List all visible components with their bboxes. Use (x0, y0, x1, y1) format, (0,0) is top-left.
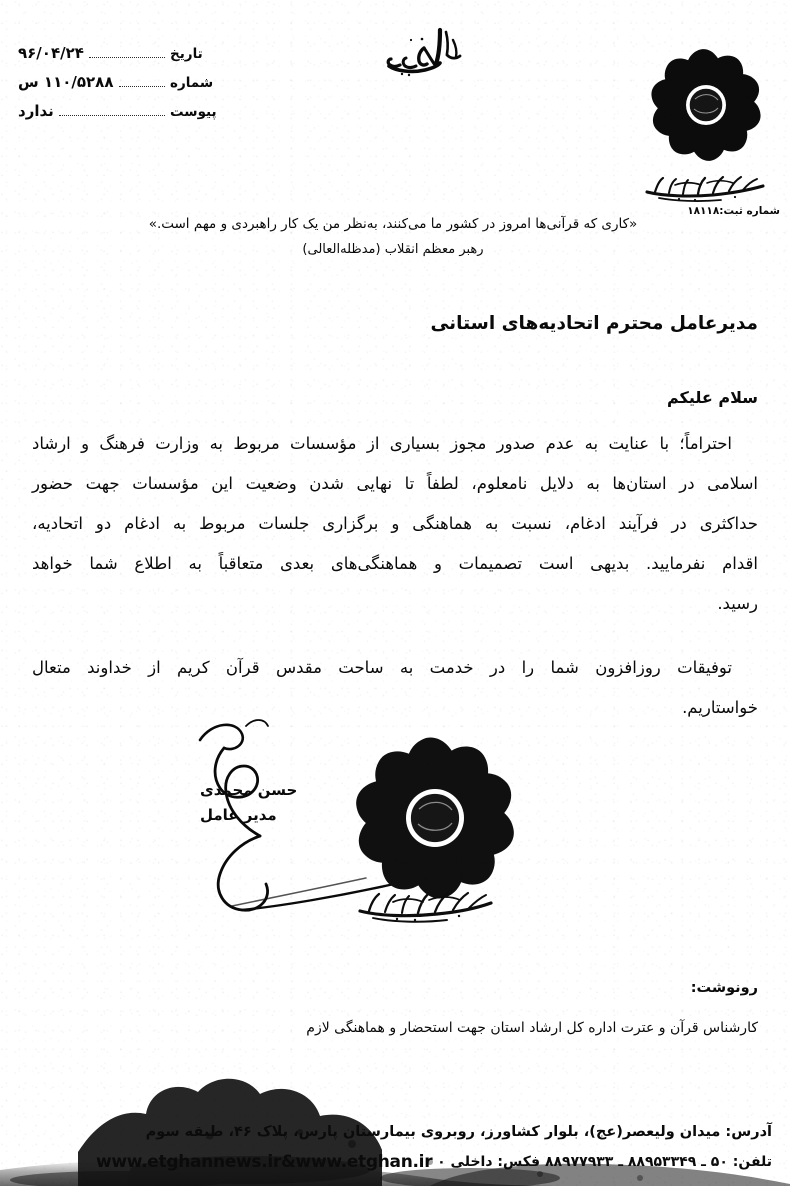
quote-attribution: رهبر معظم انقلاب (مدظله‌العالی) (302, 241, 484, 257)
meta-row-date (18, 44, 228, 73)
meta-label-date: تاریخ (170, 46, 203, 62)
meta-dotted-rule (59, 114, 165, 116)
basmala-icon (378, 18, 488, 80)
registration-value: ۱۸۱۱۸ (687, 205, 720, 217)
salutation: سلام علیکم (666, 388, 758, 407)
body-line: توفیقات روزافزون شما را در خدمت به ساحت مقدس قرآن کریم از خداوند متعال (32, 658, 732, 677)
meta-value-attachment: ندارد (18, 102, 54, 120)
seal-calligraphy-icon (355, 885, 495, 925)
body-line: رسید. (717, 594, 758, 613)
footer-address: آدرس: میدان ولیعصر(عج)، بلوار کشاورز، روبروی بیمارستان پارس، پلاک ۴۶، طبقه سوم (145, 1124, 772, 1140)
meta-dotted-rule (89, 56, 165, 58)
meta-value-date: ۹۶/۰۴/۲۴ (18, 44, 84, 62)
leader-quote-block (118, 212, 668, 261)
meta-label-number: شماره (170, 75, 214, 91)
basmala-calligraphy (378, 18, 488, 80)
header-meta-fields (18, 44, 228, 131)
signatory-title: مدیر عامل (200, 806, 277, 824)
recipient-line: مدیرعامل محترم اتحادیه‌های استانی (430, 313, 758, 334)
meta-row-attachment (18, 102, 228, 131)
organization-seal (340, 730, 530, 910)
registration-label: شماره ثبت: (719, 205, 780, 217)
round-seal-icon (347, 730, 523, 906)
cc-title: رونوشت: (690, 980, 758, 996)
footer-website[interactable]: www.etghannews.ir&www.etghan.ir (96, 1152, 433, 1172)
organization-logo-block (638, 44, 780, 217)
body-line: حداکثری در فرآیند ادغام، نسبت به هماهنگی و برگزاری جلسات مربوط به ادغام دو اتحادیه، (32, 514, 758, 533)
meta-label-attachment: پیوست (170, 104, 217, 120)
signatory-name: حسن محمدی (200, 781, 298, 799)
body-line: اقدام نفرمایید. بدیهی است تصمیمات و هماهنگی‌های بعدی متعاقباً به اطلاع شما خواهد (32, 554, 758, 573)
cc-item: کارشناس قرآن و عترت اداره کل ارشاد استان جهت استحضار و هماهنگی لازم (306, 1020, 758, 1036)
body-line: خواستاریم. (682, 698, 758, 717)
organization-name-calligraphy-icon (643, 170, 769, 204)
letter-body (32, 424, 758, 728)
footer-telephone: تلفن: ۵۰ ـ ۸۸۹۵۳۳۴۹ ـ ۸۸۹۷۷۹۳۳ فکس: داخلی ۰ (437, 1154, 772, 1170)
quote-text: «کاری که قرآنی‌ها امروز در کشور ما می‌کنند، بەنظر من یک کار راهبردی و مهم است.» (148, 216, 638, 232)
meta-row-number (18, 73, 228, 102)
footer-banner (0, 1066, 790, 1186)
body-line: احتراماً؛ با عنایت به عدم صدور مجوز بسیاری از مؤسسات مربوط به وزارت فرهنگ و ارشاد (32, 434, 732, 453)
meta-dotted-rule (119, 85, 166, 87)
signatory-details (200, 778, 360, 828)
spiral-rosette-logo-icon (645, 44, 767, 166)
body-line: اسلامی در استان‌ها به دلایل نامعلوم، لطفاً تا نهایی شدن وضعیت این مؤسسات جهت حضور (32, 474, 758, 493)
signature-block (190, 700, 610, 950)
meta-value-number: ۱۱۰/۵۲۸۸ س (18, 73, 114, 91)
